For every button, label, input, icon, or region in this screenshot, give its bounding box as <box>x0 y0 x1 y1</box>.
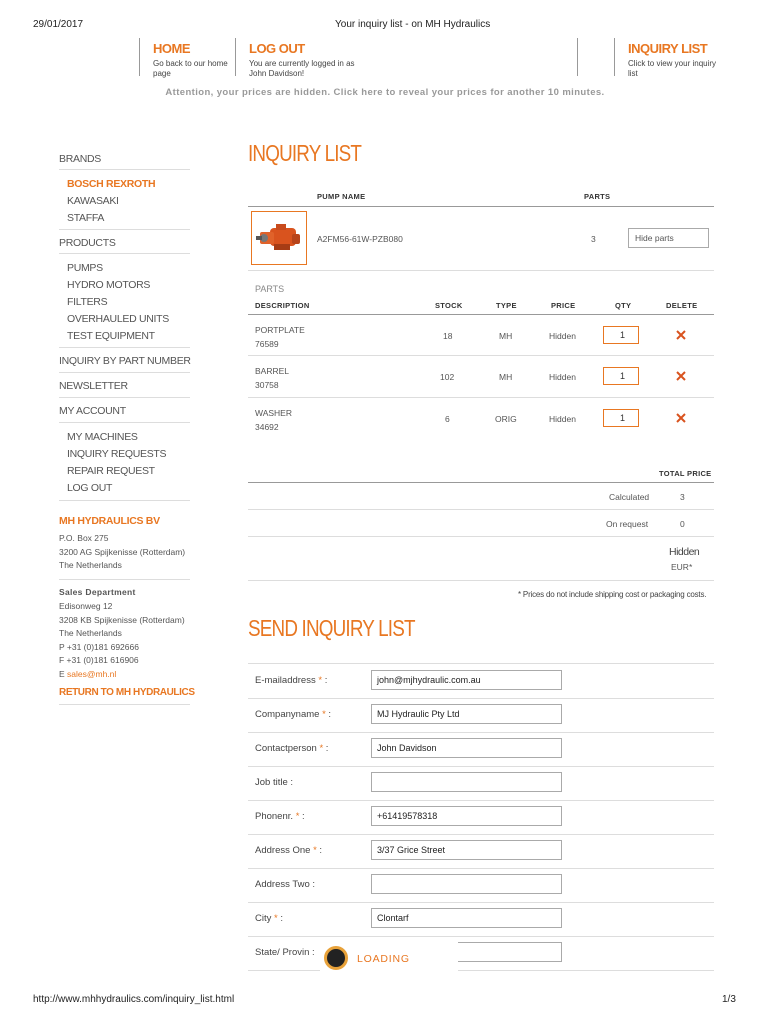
calculated-value: 3 <box>680 492 685 502</box>
delete-icon[interactable] <box>676 413 686 423</box>
required-marker: * <box>318 675 323 686</box>
print-title: Your inquiry list - on MH Hydraulics <box>335 19 491 30</box>
form-label-text: Companyname <box>255 709 320 720</box>
email-prefix: E <box>59 668 68 679</box>
divider <box>248 868 714 869</box>
divider <box>59 704 190 705</box>
divider <box>248 766 714 767</box>
divider <box>248 355 714 356</box>
attention-banner[interactable]: Attention, your prices are hidden. Click here to reveal your prices for another 10 minutes. <box>165 87 605 98</box>
part-description: WASHER <box>255 408 292 418</box>
form-label-text: Address One <box>255 845 311 856</box>
form-label-text: State/ Provin <box>255 947 310 958</box>
loading-spinner-icon <box>324 946 348 970</box>
account-my-machines[interactable]: MY MACHINES <box>67 431 138 443</box>
pump-name: A2FM56-61W-PZB080 <box>317 234 403 244</box>
required-marker: * <box>319 743 324 754</box>
required-marker: * <box>322 709 326 720</box>
form-input[interactable]: MJ Hydraulic Pty Ltd <box>371 704 562 724</box>
col-parts: PARTS <box>584 192 611 201</box>
address-line: The Netherlands <box>59 560 122 570</box>
products-heading[interactable]: PRODUCTS <box>59 237 116 249</box>
divider <box>248 509 714 510</box>
divider <box>59 422 190 423</box>
account-log-out[interactable]: LOG OUT <box>67 482 113 494</box>
part-stock: 6 <box>445 414 450 424</box>
form-label: State/ Provin : <box>255 947 315 958</box>
inquiry-title: INQUIRY LIST <box>248 140 362 166</box>
part-qty-input[interactable]: 1 <box>603 409 639 427</box>
part-qty-input[interactable]: 1 <box>603 367 639 385</box>
nav-home-sub: Go back to our home page <box>153 59 228 78</box>
nav-divider <box>577 38 578 76</box>
pump-image <box>252 212 306 264</box>
divider <box>248 834 714 835</box>
sales-email-line <box>59 668 185 682</box>
divider <box>248 698 714 699</box>
divider <box>59 397 190 398</box>
divider <box>248 732 714 733</box>
sales-heading: Sales Department <box>59 587 136 597</box>
col-pump-name: PUMP NAME <box>317 192 366 201</box>
part-row <box>255 406 292 434</box>
divider <box>59 169 190 170</box>
hide-parts-button[interactable]: Hide parts <box>628 228 709 248</box>
nav-divider <box>139 38 140 76</box>
parts-col-stock: STOCK <box>435 301 463 310</box>
sales-email-link[interactable]: sales@mh.nl <box>67 668 117 679</box>
divider <box>248 314 714 315</box>
nav-logout-sub: You are currently logged in as John Davidson! <box>249 59 355 78</box>
address-line: P.O. Box 275 <box>59 533 109 543</box>
form-label: Job title : <box>255 777 294 788</box>
prices-note: * Prices do not include shipping cost or packaging costs. <box>518 590 707 599</box>
form-input[interactable]: John Davidson <box>371 738 562 758</box>
divider <box>248 482 714 483</box>
address-line: 3200 AG Spijkenisse (Rotterdam) <box>59 546 186 557</box>
divider <box>248 970 714 971</box>
divider <box>59 347 190 348</box>
part-price: Hidden <box>549 414 576 424</box>
product-hydro-motors[interactable]: HYDRO MOTORS <box>67 279 151 291</box>
product-filters[interactable]: FILTERS <box>67 296 108 308</box>
nav-divider <box>235 38 236 76</box>
parts-col-type: TYPE <box>496 301 517 310</box>
form-input[interactable] <box>371 772 562 792</box>
company-address <box>59 532 185 573</box>
print-page: 1/3 <box>722 994 736 1005</box>
company-heading: MH HYDRAULICS BV <box>59 515 160 527</box>
form-label-text: Job title <box>255 777 288 788</box>
part-type: ORIG <box>495 414 517 424</box>
print-date: 29/01/2017 <box>33 19 84 30</box>
pump-thumbnail[interactable] <box>251 211 307 265</box>
part-description: PORTPLATE <box>255 325 305 335</box>
required-marker: * <box>313 845 317 856</box>
form-label: Phonenr. * : <box>255 811 305 822</box>
part-code: 76589 <box>255 339 279 349</box>
required-marker: * <box>295 811 300 822</box>
form-label: Address Two : <box>255 879 316 890</box>
divider <box>248 936 714 937</box>
brands-heading: BRANDS <box>59 153 101 165</box>
loading-overlay <box>320 940 458 978</box>
divider <box>59 579 190 580</box>
product-overhauled-units[interactable]: OVERHAULED UNITS <box>67 313 169 325</box>
sales-phone: P +31 (0)181 692666 <box>59 641 139 652</box>
divider <box>248 580 714 581</box>
brand-kawasaki[interactable]: KAWASAKI <box>67 195 119 207</box>
send-inquiry-title: SEND INQUIRY LIST <box>248 615 415 641</box>
delete-icon[interactable] <box>676 371 686 381</box>
parts-col-description: DESCRIPTION <box>255 301 310 310</box>
form-input[interactable]: Clontarf <box>371 908 562 928</box>
divider <box>248 800 714 801</box>
nav-inquiry-list[interactable] <box>628 41 728 79</box>
divider <box>248 206 714 207</box>
product-test-equipment[interactable]: TEST EQUIPMENT <box>67 330 155 342</box>
nav-inquiry-sub: Click to view your inquiry list <box>628 59 717 78</box>
part-type: MH <box>499 331 513 341</box>
total-price-label: TOTAL PRICE <box>659 469 712 478</box>
brand-bosch-rexroth[interactable]: BOSCH REXROTH <box>67 178 156 190</box>
newsletter-link[interactable]: NEWSLETTER <box>59 380 128 392</box>
account-repair-request[interactable]: REPAIR REQUEST <box>67 465 155 477</box>
part-price: Hidden <box>549 331 576 341</box>
nav-inquiry-title: INQUIRY LIST <box>628 41 708 56</box>
part-code: 34692 <box>255 422 279 432</box>
my-account-heading[interactable]: MY ACCOUNT <box>59 405 126 417</box>
form-label-text: E-mailaddress <box>255 675 316 686</box>
sales-line: The Netherlands <box>59 628 122 638</box>
nav-home[interactable] <box>153 41 228 79</box>
part-price: Hidden <box>549 372 576 382</box>
nav-home-title: HOME <box>153 41 190 56</box>
form-label: Contactperson * : <box>255 743 329 754</box>
form-label: Companyname * : <box>255 709 332 720</box>
divider <box>59 372 190 373</box>
return-link[interactable]: RETURN TO MH HYDRAULICS <box>59 687 195 698</box>
nav-logout-title: LOG OUT <box>249 41 305 56</box>
divider <box>248 536 714 537</box>
part-stock: 102 <box>440 372 455 382</box>
nav-divider <box>614 38 615 76</box>
form-label-text: Contactperson <box>255 743 317 754</box>
divider <box>248 902 714 903</box>
part-qty-input[interactable]: 1 <box>603 326 639 344</box>
divider <box>59 253 190 254</box>
required-marker: * <box>274 913 278 924</box>
form-label: City * : <box>255 913 283 924</box>
divider <box>248 397 714 398</box>
nav-logout[interactable] <box>249 41 374 79</box>
product-pumps[interactable]: PUMPS <box>67 262 103 274</box>
form-label-text: City <box>255 913 272 924</box>
currency: EUR* <box>671 562 693 572</box>
pump-parts-count: 3 <box>591 234 596 244</box>
form-label: E-mailaddress * : <box>255 675 328 686</box>
divider <box>248 663 714 664</box>
parts-caption: PARTS <box>255 284 285 294</box>
sales-details <box>59 600 185 681</box>
part-row <box>255 364 289 392</box>
delete-icon[interactable] <box>676 330 686 340</box>
form-label-text: Phonenr. <box>255 811 294 822</box>
on-request-value: 0 <box>680 519 685 529</box>
form-input[interactable]: +61419578318 <box>371 806 562 826</box>
part-description: BARREL <box>255 366 290 376</box>
divider <box>59 500 190 501</box>
loading-text: LOADING <box>357 953 410 965</box>
parts-col-qty: QTY <box>615 301 632 310</box>
form-label: Address One * : <box>255 845 323 856</box>
brand-staffa[interactable]: STAFFA <box>67 212 105 224</box>
total-hidden: Hidden <box>669 546 700 558</box>
on-request-label: On request <box>606 519 649 529</box>
print-url: http://www.mhhydraulics.com/inquiry_list.html <box>33 994 235 1005</box>
part-type: MH <box>499 372 513 382</box>
form-input[interactable]: john@mjhydraulic.com.au <box>371 670 562 690</box>
form-input[interactable]: 3/37 Grice Street <box>371 840 562 860</box>
part-stock: 18 <box>443 331 453 341</box>
calculated-label: Calculated <box>609 492 650 502</box>
form-label-text: Address Two <box>255 879 310 890</box>
parts-col-delete: DELETE <box>666 301 698 310</box>
part-row <box>255 323 305 351</box>
inquiry-by-part-link[interactable]: INQUIRY BY PART NUMBER <box>59 355 191 367</box>
divider <box>59 229 190 230</box>
form-input[interactable] <box>371 874 562 894</box>
sales-fax: F +31 (0)181 616906 <box>59 655 139 665</box>
parts-col-price: PRICE <box>551 301 576 310</box>
part-code: 30758 <box>255 380 279 390</box>
divider <box>248 270 714 271</box>
account-inquiry-requests[interactable]: INQUIRY REQUESTS <box>67 448 167 460</box>
sales-line: 3208 KB Spijkenisse (Rotterdam) <box>59 614 185 625</box>
sales-line: Edisonweg 12 <box>59 601 113 611</box>
